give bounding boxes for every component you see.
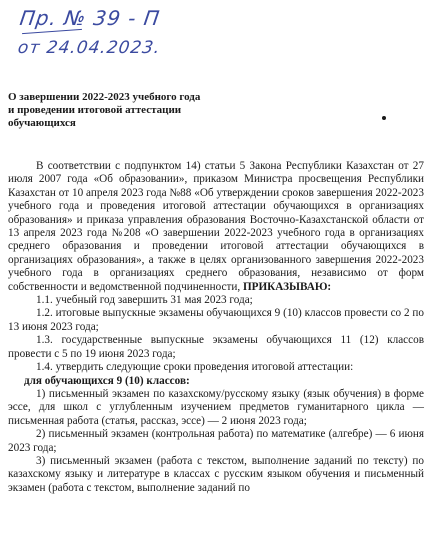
preamble-text: В соответствии с подпунктом 14) статьи 5 Закона Республики Казахстан от 27 июля 2007 года «Об образовании», приказом Министра просвещения Республики Казахстан от 10 апреля 2023 года №88 «Об утверждении сроков завершения 2022-2023 учебного года и проведения итоговой аттестации обучающихся в организациях образования» и приказа управления образования Восточно-Казахстанской области от 13 апреля 2023 года №208 «О завершении 2022-2023 учебного года в организациях среднего образования и проведении итоговой аттестации обучающихся в организациях образования», а также в целях организованного завершения 2022-2023 учебного года в организациях среднего образования, независимо от форм собственности и ведомственной подчиненности, — [8, 160, 424, 293]
handwritten-order-date: от 24.04.2023. — [16, 38, 162, 58]
order-word: ПРИКАЗЫВАЮ: — [242, 280, 332, 293]
handwritten-order-number: Пр. № 39 - П — [18, 6, 162, 30]
stray-dot-mark — [382, 116, 386, 120]
title-line-1: О завершении 2022-2023 учебного года — [8, 91, 201, 103]
order-item-1-4: 1.4. утвердить следующие сроки проведения итоговой аттестации: — [36, 361, 354, 374]
title-line-3: обучающихся — [8, 117, 76, 129]
order-item-1-1: 1.1. учебный год завершить 31 мая 2023 года; — [36, 294, 253, 307]
exam-item-2: 2) письменный экзамен (контрольная работа) по математике (алгебре) — 6 июня 2023 года; — [8, 428, 424, 454]
exam-item-1: 1) письменный экзамен по казахскому/русскому языку (язык обучения) в форме эссе, для школ с углубленным изучением предметов гуманитарного цикла — письменная работа (статья, рассказ, эссе) — 2 июня 2023 года; — [8, 387, 424, 427]
preamble-paragraph — [8, 160, 424, 294]
order-item-1-3: 1.3. государственные выпускные экзамены обучающихся 11 (12) классов провести с 5 по 19 июня 2023 года; — [8, 334, 424, 360]
subheading-grade-9-10: для обучающихся 9 (10) классов: — [24, 374, 190, 387]
title-line-2: и проведении итоговой аттестации — [8, 104, 182, 116]
document-title — [8, 91, 268, 130]
document-body — [8, 160, 424, 495]
exam-item-3: 3) письменный экзамен (работа с текстом, выполнение заданий по тексту) по казахскому языку и литературе в классах с русским языком обучения и письменный экзамен (работа с текстом, выполнение заданий по — [8, 454, 424, 494]
order-item-1-2: 1.2. итоговые выпускные экзамены обучающихся 9 (10) классов провести со 2 по 13 июня 2023 года; — [8, 307, 424, 333]
